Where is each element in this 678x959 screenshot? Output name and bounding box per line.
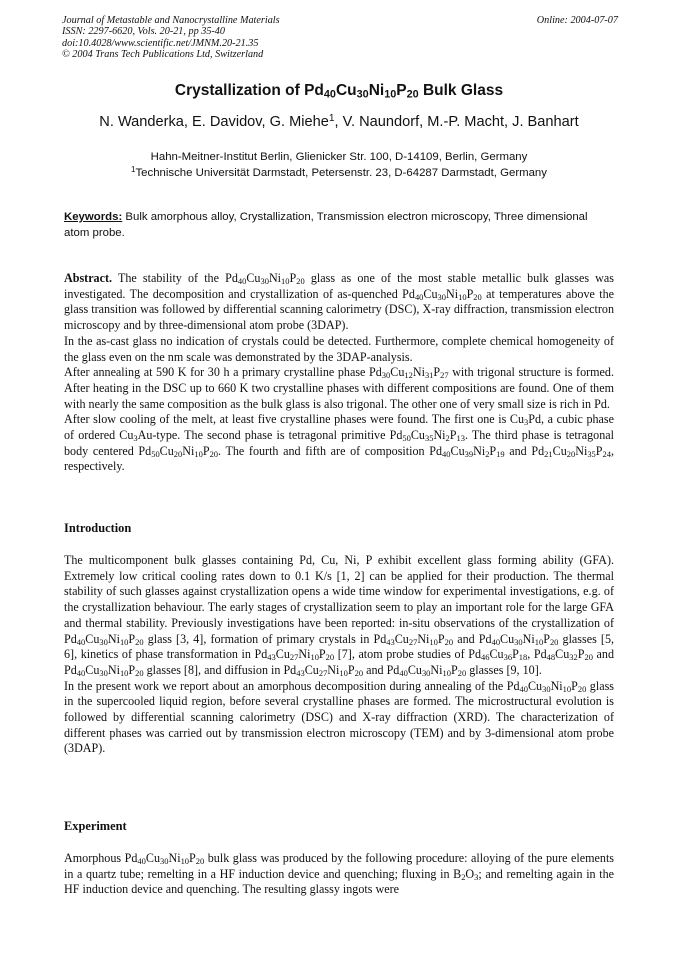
paper-title: Crystallization of $Pd_{40}Cu_{30}Ni_{10}P_{20}$ Bulk Glass [174,82,504,101]
keywords [64,210,616,241]
abstract [64,271,614,475]
body-paragraph: Amorphous $Pd_{40}Cu_{30}Ni_{10}P_{20}$ bulk glass was produced by the following procedure: alloying of the pure elements in a quartz tube; remelting in a HF induction device and quenching; fluxing in $B_2O_3$; and remelting again in the HF induction device and quenching. The resulting glassy ingots were [64,851,615,897]
issn-line: ISSN: 2297-6620, Vols. 20-21, pp 35-40 [62,26,225,38]
copyright-line: © 2004 Trans Tech Publications Ltd, Switzerland [62,49,264,61]
body-paragraph: The multicomponent bulk glasses containing Pd, Cu, Ni, P exhibit excellent glass forming ability (GFA). Extremely low critical cooling rates down to 0.1 K/s [1, 2] can be applied for their production. The thermal stability of such glasses against crystallization opens a wide time window for experimental investigations, e.g. of the crystallization behaviour. The early stages of crystallization seem to play an important role for the large GFA and thermal stability. Previously investigations have been reported: in-situ observations of the crystallization of $Pd_{40}Cu_{30}Ni_{10}P_{20}$ glass [3, 4], formation of primary crystals in $Pd_{43}Cu_{27}Ni_{10}P_{20}$ and $Pd_{40}Cu_{30}Ni_{10}P_{20}$ glasses [5, 6], kinetics of phase transformation in $Pd_{43}Cu_{27}Ni_{10}P_{20}$ [7], atom probe studies of $Pd_{46}Cu_{36}P_{18}$, $Pd_{48}Cu_{32}P_{20}$ and $Pd_{40}Cu_{30}Ni_{10}P_{20}$ glasses [8], and diffusion in $Pd_{43}Cu_{27}Ni_{10}P_{20}$ and $Pd_{40}Cu_{30}Ni_{10}P_{20}$ glasses [9, 10]. [64,553,615,679]
abstract-label: Abstract. [64,271,113,285]
introduction-body [64,553,614,757]
abstract-paragraph: After annealing at 590 K for 30 h a primary crystalline phase $Pd_{30}Cu_{12}Ni_{31}P_{27}$ with trigonal structure is formed. After heating in the DSC up to 660 K two crystalline phases with different compositions are found. One of them with nearly the same composition as the bulk glass is also trigonal. The other one of very small size is rich in Pd. [64,365,614,411]
author-list: N. Wanderka, E. Davidov, G. Miehe$^1$, V. Naundorf, M.-P. Macht, J. Banhart [99,112,579,130]
section-heading-experiment: Experiment [64,819,127,833]
affiliation-hmi: Hahn-Meitner-Institut Berlin, Glienicker Str. 100, D-14109, Berlin, Germany [150,151,528,163]
experiment-body [64,851,614,898]
online-date: Online: 2004-07-07 [536,15,618,26]
journal-name: Journal of Metastable and Nanocrystalline Materials [62,15,280,26]
abstract-paragraph: In the as-cast glass no indication of crystals could be detected. Furthermore, complete chemical homogeneity of the glass even on the nm scale was demonstrated by the 3DAP-analysis. [64,333,614,364]
keywords-label: Keywords: [64,211,123,223]
affiliations [0,150,678,181]
doi-line: doi:10.4028/www.scientific.net/JMNM.20-21.35 [62,37,259,49]
affiliation-tud: $^1$Technische Universität Darmstadt, Petersenstr. 23, D-64287 Darmstadt, Germany [131,164,547,179]
section-heading-introduction: Introduction [64,521,132,535]
abstract-paragraph: Abstract. The stability of the $Pd_{40}Cu_{30}Ni_{10}P_{20}$ glass as one of the most stable metallic bulk glasses was investigated. The decomposition and crystallization of as-quenched $Pd_{40}Cu_{30}Ni_{10}P_{20}$ at temperatures above the glass transition was followed by differential scanning calorimetry (DSC), X-ray diffraction, transmission electron microscopy and by three-dimensional atom probe (3DAP). [64,271,614,333]
keywords-text: Bulk amorphous alloy, Crystallization, Transmission electron microscopy, Three dimensional atom probe. [64,211,588,239]
body-paragraph: In the present work we report about an amorphous decomposition during annealing of the $Pd_{40}Cu_{30}Ni_{10}P_{20}$ glass in the supercooled liquid region, before several crystalline phases are formed. The microstructural evolution is followed by differential scanning calorimetry (DSC) and X-ray diffraction (XRD). The characterization of different phases was carried out by transmission electron microscopy (TEM) and by 3-dimensional atom probe (3DAP). [64,678,614,756]
abstract-paragraph: After slow cooling of the melt, at least five crystalline phases were found. The first one is $Cu_3Pd$, a cubic phase of ordered $Cu_3Au$-type. The second phase is tetragonal primitive $Pd_{50}Cu_{35}Ni_2P_{13}$. The third phase is tetragonal body centered $Pd_{50}Cu_{20}Ni_{10}P_{20}$. The fourth and fifth are of composition $Pd_{40}Cu_{39}Ni_2P_{19}$ and $Pd_{21}Cu_{20}Ni_{35}P_{24}$, respectively. [64,412,615,474]
journal-header [62,15,618,61]
